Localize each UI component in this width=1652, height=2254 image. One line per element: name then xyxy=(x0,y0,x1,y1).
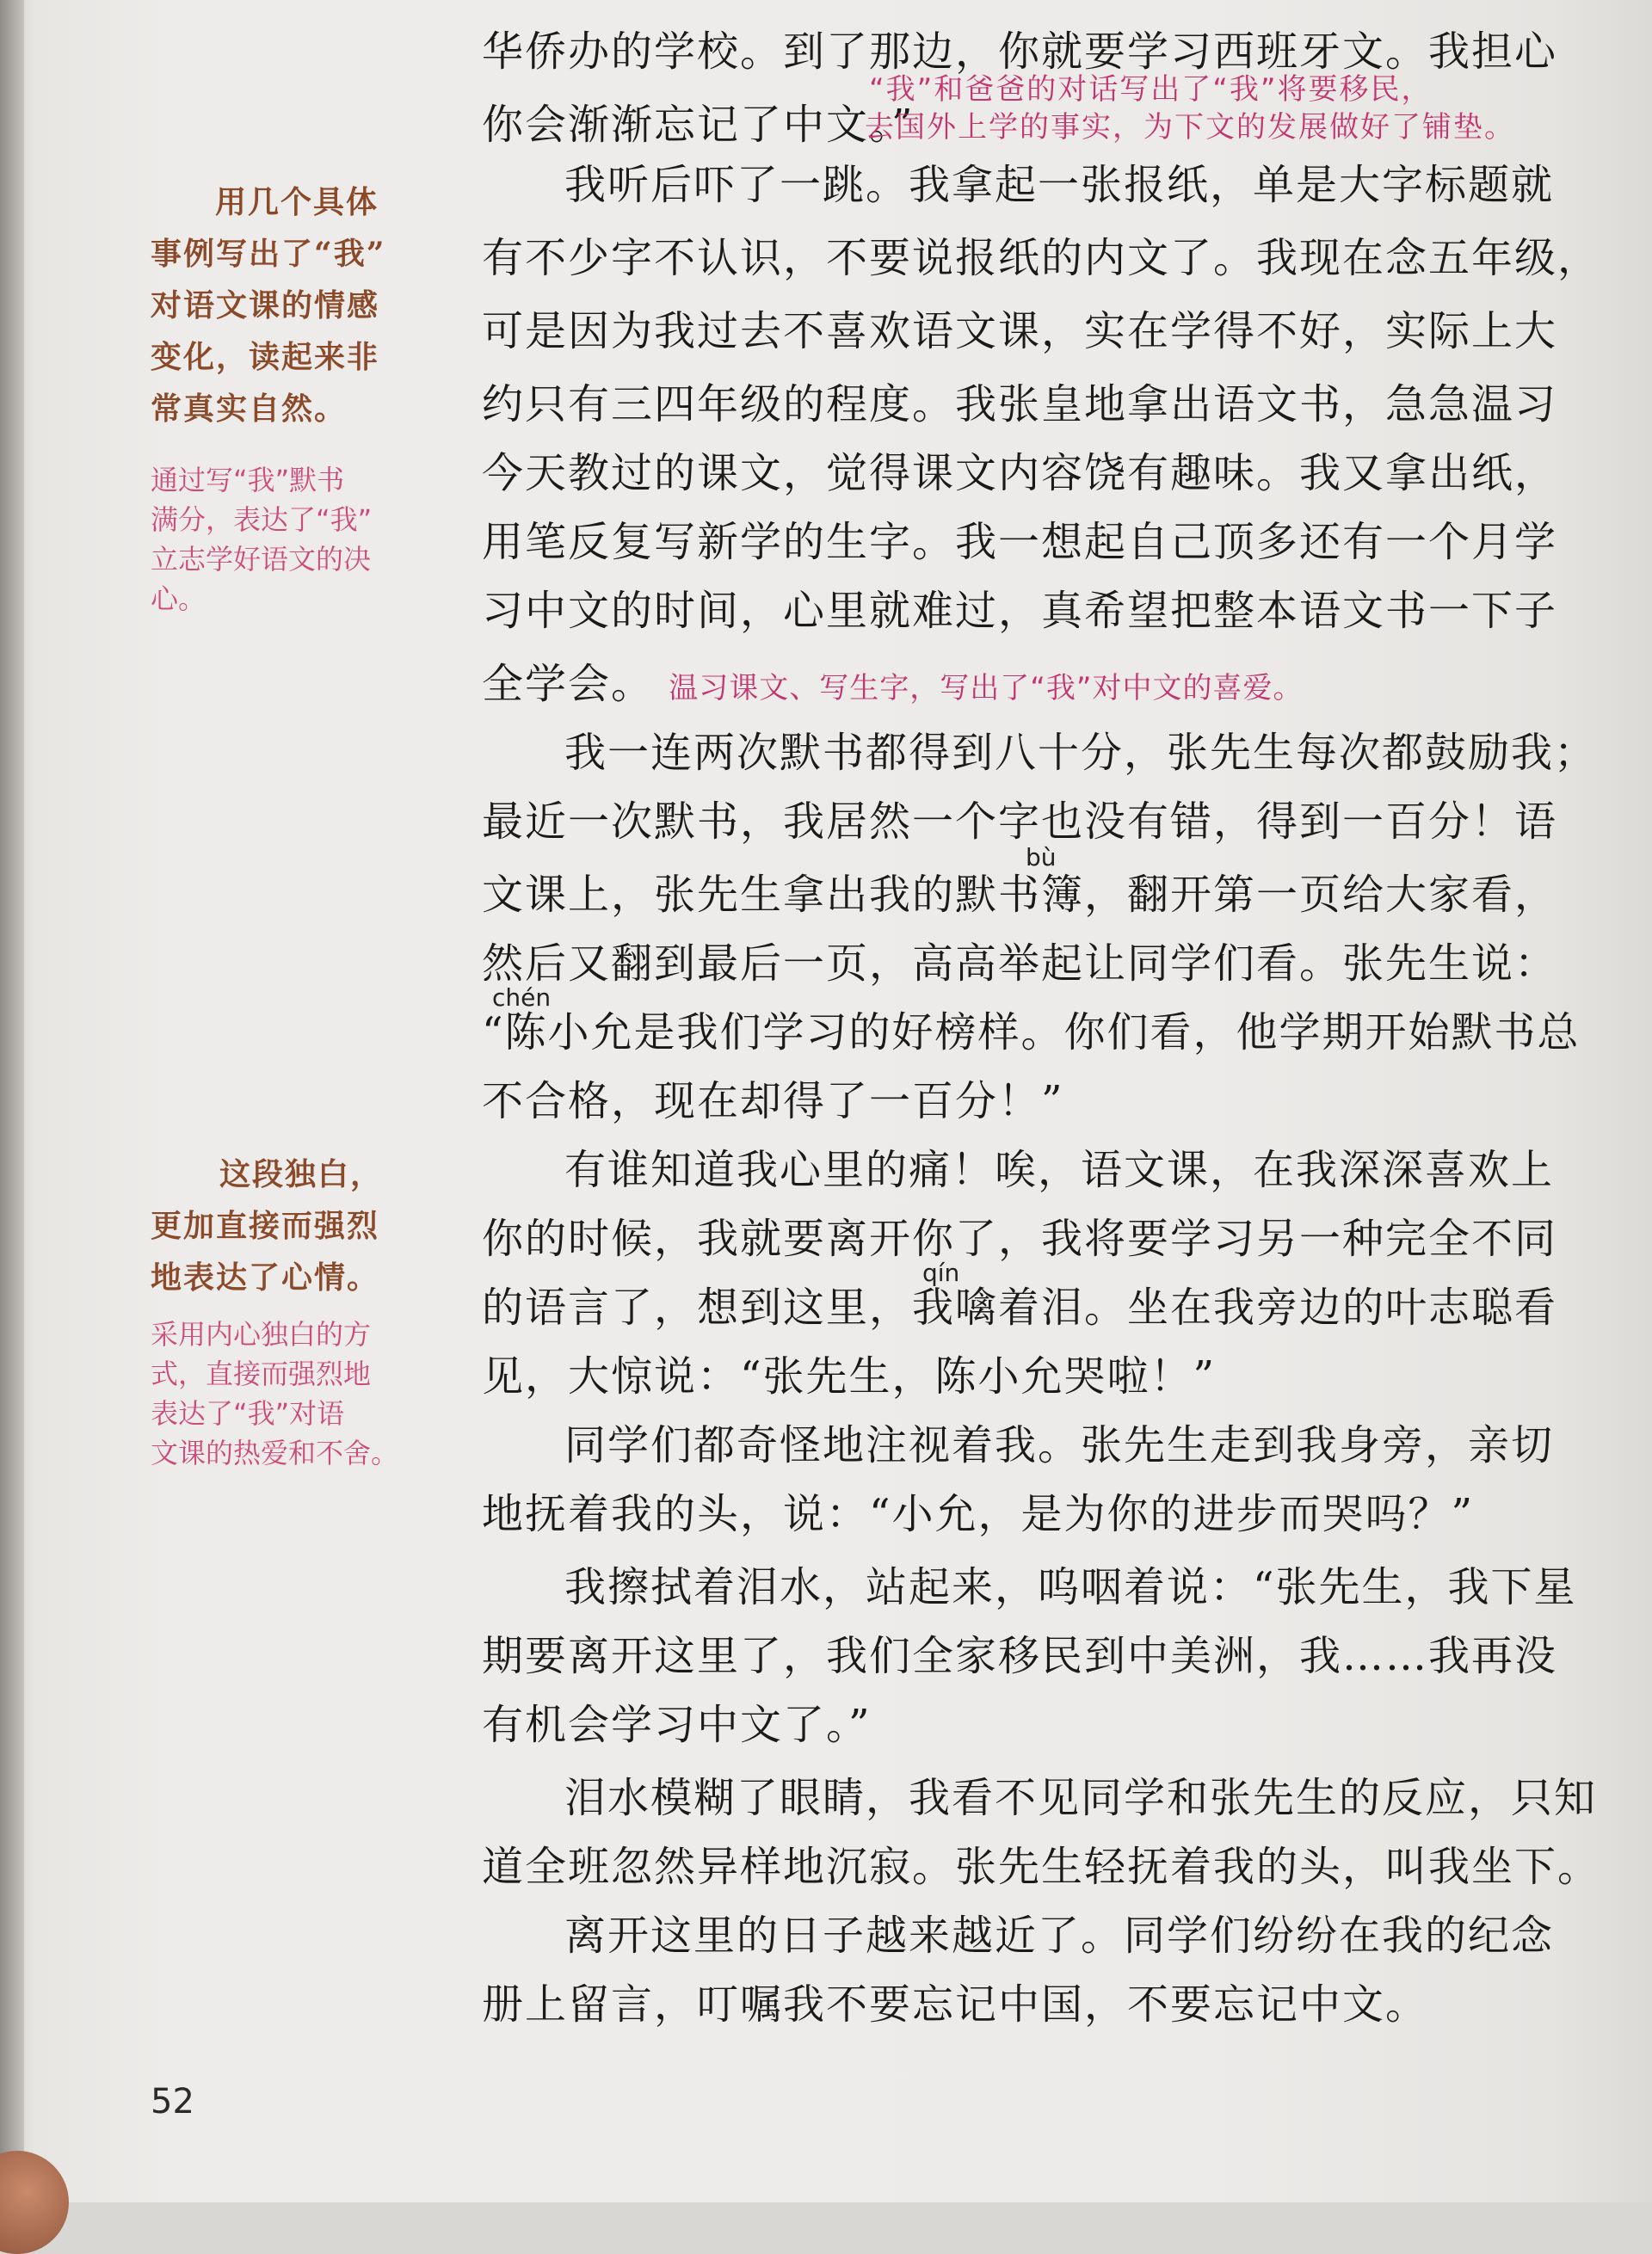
text-line: 你会渐渐忘记了中文。” xyxy=(482,101,915,149)
side-note-brown: 用几个具体 事例写出了“我” 对语文课的情感 变化，读起来非 常真实自然。 xyxy=(151,184,386,427)
text-line: 用笔反复写新学的生字。我一想起自己顶多还有一个月学 xyxy=(482,518,1558,566)
text-line: 华侨办的学校。到了那边，你就要学习西班牙文。我担心 xyxy=(482,28,1558,76)
text-line: 我听后吓了一跳。我拿起一张报纸，单是大字标题就 xyxy=(564,161,1555,209)
text-line: 我擦拭着泪水，站起来，呜咽着说：“张先生，我下星 xyxy=(564,1563,1577,1611)
text-line: 不合格，现在却得了一百分！” xyxy=(482,1077,1064,1125)
text-line: 然后又翻到最后一页，高高举起让同学们看。张先生说： xyxy=(482,939,1558,988)
text-line: 泪水模糊了眼睛，我看不见同学和张先生的反应，只知 xyxy=(564,1774,1598,1822)
text-line: 文课上，张先生拿出我的默书簿，翻开第一页给大家看， xyxy=(482,871,1558,919)
text-line: 约只有三四年级的程度。我张皇地拿出语文书，急急温习 xyxy=(482,380,1558,428)
text-line: “陈小允是我们学习的好榜样。你们看，他学期开始默书总 xyxy=(482,1008,1581,1056)
text-line: 离开这里的日子越来越近了。同学们纷纷在我的纪念 xyxy=(564,1912,1555,1960)
text-line: 地抚着我的头，说：“小允，是为你的进步而哭吗？” xyxy=(482,1490,1475,1538)
text-line: 全学会。 温习课文、写生字，写出了“我”对中文的喜爱。 xyxy=(482,660,1304,708)
text-line: 期要离开这里了，我们全家移民到中美洲，我……我再没 xyxy=(482,1632,1558,1680)
text-line: 习中文的时间，心里就难过，真希望把整本语文书一下子 xyxy=(482,587,1558,635)
finger-corner xyxy=(0,2151,69,2254)
page-binding-edge xyxy=(0,0,24,2202)
text-line: 有谁知道我心里的痛！唉，语文课，在我深深喜欢上 xyxy=(564,1146,1555,1194)
inline-annotation: “我”和爸爸的对话写出了“我”将要移民， 去国外上学的事实，为下文的发展做好了铺垫。 xyxy=(865,72,1515,145)
pinyin-annotation: qín xyxy=(922,1259,960,1287)
text-line: 册上留言，叮嘱我不要忘记中国，不要忘记中文。 xyxy=(482,1980,1429,2029)
page-number: 52 xyxy=(151,2082,194,2122)
side-note-pink: 通过写“我”默书 满分，表达了“我” 立志学好语文的决 心。 xyxy=(151,464,373,615)
text-line: 我一连两次默书都得到八十分，张先生每次都鼓励我； xyxy=(564,729,1598,777)
side-note-pink: 采用内心独白的方 式，直接而强烈地 表达了“我”对语 文课的热爱和不舍。 xyxy=(151,1318,399,1469)
text-line: 的语言了，想到这里，我噙着泪。坐在我旁边的叶志聪看 xyxy=(482,1284,1558,1332)
text-line: 可是因为我过去不喜欢语文课，实在学得不好，实际上大 xyxy=(482,307,1558,355)
pinyin-annotation: chén xyxy=(492,983,552,1012)
text-line: 同学们都奇怪地注视着我。张先生走到我身旁，亲切 xyxy=(564,1421,1555,1469)
text-line: 今天教过的课文，觉得课文内容饶有趣味。我又拿出纸， xyxy=(482,449,1558,497)
text-line: 见，大惊说：“张先生，陈小允哭啦！” xyxy=(482,1352,1217,1401)
pinyin-annotation: bù xyxy=(1026,843,1057,871)
inline-annotation: 温习课文、写生字，写出了“我”对中文的喜爱。 xyxy=(669,671,1304,705)
side-note-brown: 这段独白， 更加直接而强烈 地表达了心情。 xyxy=(151,1156,384,1296)
text-line: 有不少字不认识，不要说报纸的内文了。我现在念五年级， xyxy=(482,234,1601,282)
text-line: 有机会学习中文了。” xyxy=(482,1701,872,1749)
text-line: 你的时候，我就要离开你了，我将要学习另一种完全不同 xyxy=(482,1215,1558,1263)
text-line: 道全班忽然异样地沉寂。张先生轻抚着我的头，叫我坐下。 xyxy=(482,1843,1601,1891)
text-line: 最近一次默书，我居然一个字也没有错，得到一百分！语 xyxy=(482,798,1558,846)
